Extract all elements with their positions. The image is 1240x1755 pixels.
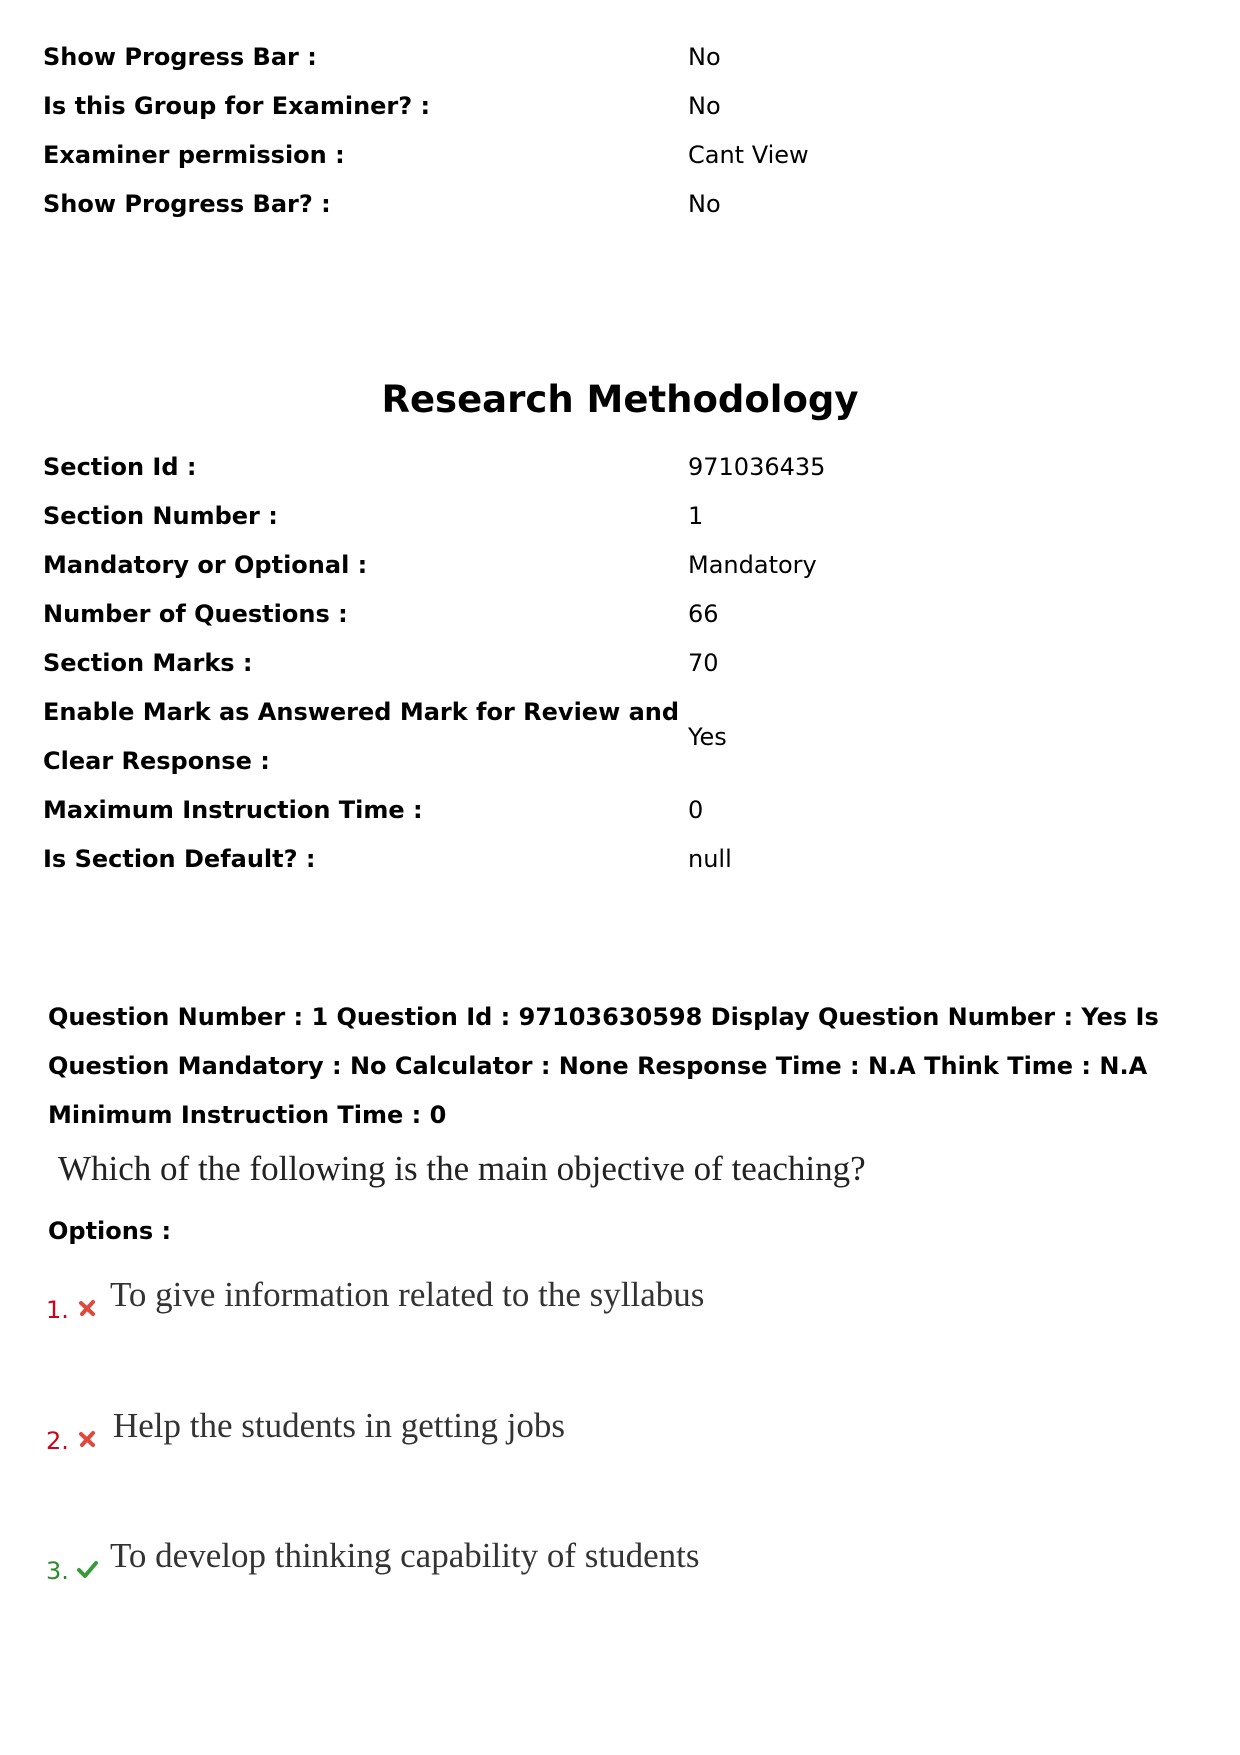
field-label-line: Clear Response : <box>43 747 270 775</box>
option-number: 3. <box>46 1557 69 1585</box>
section-row <box>43 688 1193 786</box>
field-label: Is Section Default? : <box>43 845 316 873</box>
settings-row <box>43 180 1193 229</box>
field-value: Yes <box>688 722 727 751</box>
cross-icon <box>76 1297 98 1319</box>
option-text: To give information related to the syllabus <box>110 1275 705 1314</box>
field-value: Cant View <box>688 141 809 169</box>
field-label: Section Marks : <box>43 649 253 677</box>
field-label: Maximum Instruction Time : <box>43 796 423 824</box>
field-label: Show Progress Bar : <box>43 43 317 71</box>
settings-row <box>43 33 1193 82</box>
section-row <box>43 590 1193 639</box>
field-label: Section Id : <box>43 453 197 481</box>
section-title: Research Methodology <box>381 378 859 421</box>
section-row <box>43 541 1193 590</box>
options-label: Options : <box>48 1217 172 1245</box>
field-label: Show Progress Bar? : <box>43 190 331 218</box>
option-number: 2. <box>46 1427 69 1455</box>
check-icon <box>76 1558 98 1580</box>
field-value: Mandatory <box>688 551 817 579</box>
field-value: 0 <box>688 796 704 824</box>
field-value: No <box>688 92 721 120</box>
question-text: Which of the following is the main objective of teaching? <box>58 1149 866 1188</box>
settings-row <box>43 131 1193 180</box>
section-row <box>43 492 1193 541</box>
section-details-table <box>43 443 1193 884</box>
option-text: To develop thinking capability of students <box>110 1536 700 1575</box>
section-row <box>43 639 1193 688</box>
field-value: 66 <box>688 600 719 628</box>
section-row <box>43 835 1193 884</box>
question-meta: Question Number : 1 Question Id : 97103630598 Display Question Number : Yes Is Question Mandatory : No Calculator : None Response Time : N.A Think Time : N.A Minimum Instruction Time : 0 <box>48 1003 1159 1129</box>
field-label-line: Enable Mark as Answered Mark for Review and <box>43 698 680 726</box>
settings-row <box>43 82 1193 131</box>
field-value: 971036435 <box>688 453 826 481</box>
option-number: 1. <box>46 1296 69 1324</box>
field-label: Examiner permission : <box>43 141 345 169</box>
option-text: Help the students in getting jobs <box>113 1406 566 1445</box>
field-value: 70 <box>688 649 719 677</box>
field-label: Mandatory or Optional : <box>43 551 368 579</box>
field-label: Section Number : <box>43 502 278 530</box>
section-row <box>43 443 1193 492</box>
cross-icon <box>76 1428 98 1450</box>
field-value: 1 <box>688 502 704 530</box>
field-label: Number of Questions : <box>43 600 348 628</box>
field-value: null <box>688 845 732 873</box>
settings-table <box>43 33 1193 229</box>
field-value: No <box>688 43 721 71</box>
field-value: No <box>688 190 721 218</box>
section-row <box>43 786 1193 835</box>
field-label: Is this Group for Examiner? : <box>43 92 431 120</box>
field-label <box>43 688 688 786</box>
